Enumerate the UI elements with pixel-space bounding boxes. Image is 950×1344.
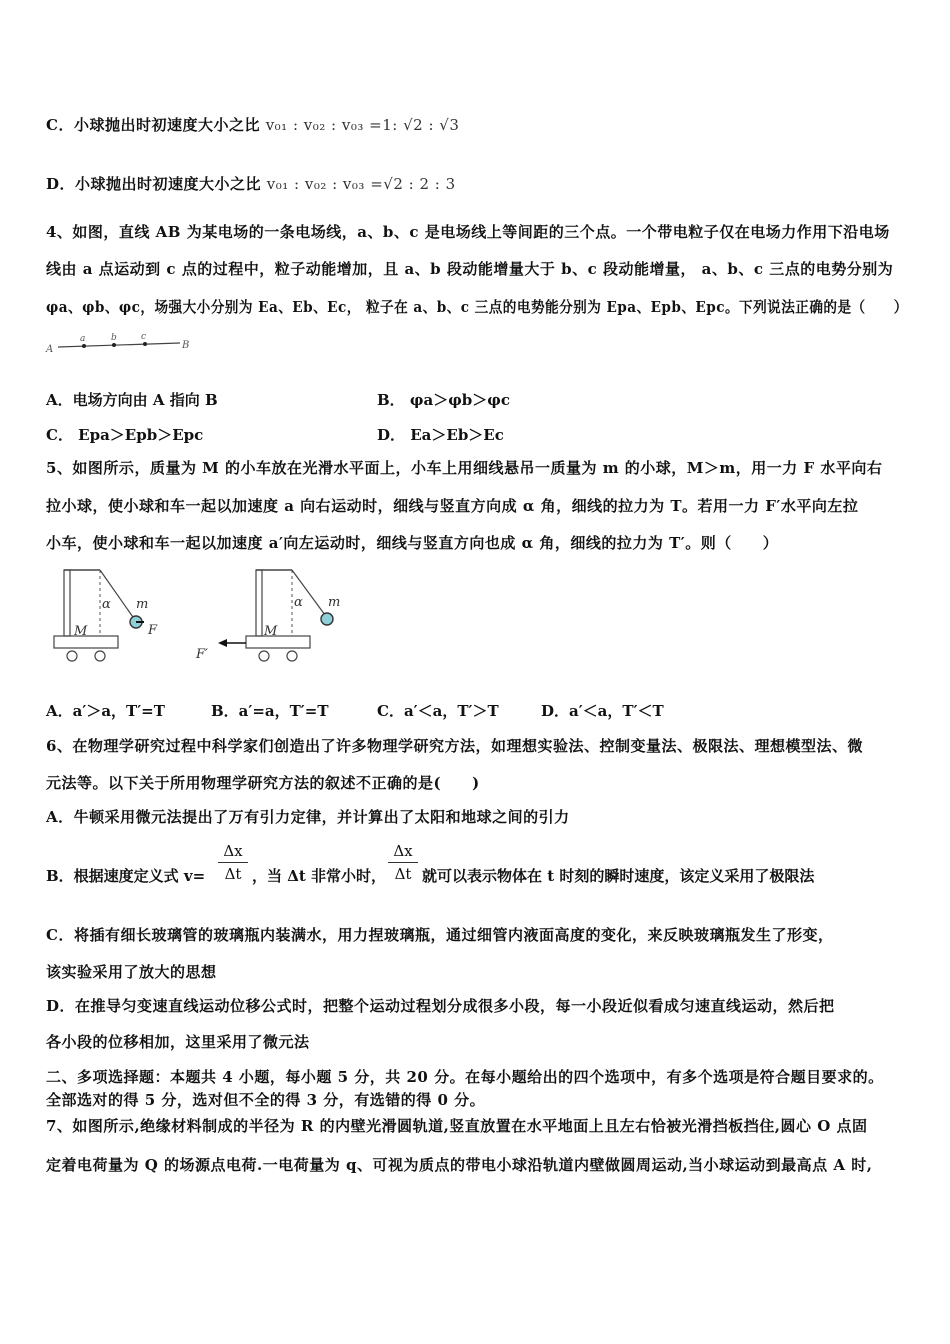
q4-field-line-figure xyxy=(44,330,204,360)
q5-fig2-M: M xyxy=(264,624,278,639)
q3-option-d-text: D．小球抛出时初速度大小之比 xyxy=(46,175,262,193)
q6-fraction-2-numerator: Δx xyxy=(388,842,418,863)
q7-stem-line1: 7、如图所示,绝缘材料制成的半径为 R 的内壁光滑圆轨道,竖直放置在水平地面上且左右恰被光滑挡板挡住,圆心 O 点固 xyxy=(46,1117,868,1135)
q5-fig2-m: m xyxy=(328,595,341,610)
q3-option-d-formula: v₀₁ : v₀₂ : v₀₃ =√2 : 2 : 3 xyxy=(266,175,456,193)
q4-label-a: a xyxy=(80,334,86,344)
q6-option-c-line1: C．将插有细长玻璃管的玻璃瓶内装满水，用力捏玻璃瓶，通过细管内液面高度的变化，来反映玻璃瓶发生了形变， xyxy=(46,926,834,944)
section2-heading-line2: 全部选对的得 5 分，选对但不全的得 3 分，有选错的得 0 分。 xyxy=(46,1091,486,1109)
q3-option-c-text: C．小球抛出时初速度大小之比 xyxy=(46,116,260,134)
q5-option-b: B．a′=a，T′=T xyxy=(211,702,329,720)
q5-stem-line3: 小车，使小球和车一起以加速度 a′向左运动时，细线与竖直方向也成 α 角，细线的拉力为 T′。则（ ） xyxy=(46,534,779,552)
q5-fig1-m: m xyxy=(136,597,149,612)
q6-fraction-2 xyxy=(388,842,418,883)
q6-fraction-1-denominator: Δt xyxy=(224,865,242,883)
q6-option-c-line2: 该实验采用了放大的思想 xyxy=(46,963,217,981)
q4-stem-line3: φa、φb、φc，场强大小分别为 Ea、Eb、Ec， 粒子在 a、b、c 三点的电势能分别为 Epa、Epb、Epc。下列说法正确的是（ ） xyxy=(46,298,908,316)
q4-label-B: B xyxy=(182,340,190,351)
q5-fig1-M: M xyxy=(74,624,88,639)
q3-option-c xyxy=(46,114,459,135)
q6-option-b-part3: 就可以表示物体在 t 时刻的瞬时速度，该定义采用了极限法 xyxy=(422,867,815,885)
q6-fraction-1 xyxy=(218,842,248,883)
q6-stem-line2: 元法等。以下关于所用物理学研究方法的叙述不正确的是( ) xyxy=(46,774,480,792)
q4-label-c: c xyxy=(141,332,147,342)
q5-fig2-F: F′ xyxy=(196,647,208,662)
q6-fraction-1-numerator: Δx xyxy=(218,842,248,863)
q6-option-b-part2: ，当 Δt 非常小时， xyxy=(252,867,387,885)
q4-label-b: b xyxy=(111,333,117,343)
q3-option-d xyxy=(46,173,456,194)
q5-option-d: D．a′＜a，T′＜T xyxy=(541,702,664,720)
q5-fig1-F: F xyxy=(148,623,158,638)
q4-option-c: C． Epa＞Epb＞Epc xyxy=(46,426,204,444)
q5-option-a: A．a′＞a，T′=T xyxy=(46,702,165,720)
q5-fig2-alpha: α xyxy=(294,595,303,610)
q7-stem-line2: 定着电荷量为 Q 的场源点电荷.一电荷量为 q、可视为质点的带电小球沿轨道内壁做圆周运动,当小球运动到最高点 A 时, xyxy=(46,1156,873,1174)
q3-option-c-formula: v₀₁ : v₀₂ : v₀₃ =1: √2 : √3 xyxy=(265,116,460,134)
q5-figure-1-cart-right xyxy=(50,566,180,670)
q6-option-d-line1: D．在推导匀变速直线运动位移公式时，把整个运动过程划分成很多小段，每一小段近似看成匀速直线运动，然后把 xyxy=(46,997,835,1015)
q4-label-A: A xyxy=(46,344,54,355)
q6-fraction-2-denominator: Δt xyxy=(394,865,412,883)
q5-stem-line2: 拉小球，使小球和车一起以加速度 a 向右运动时，细线与竖直方向成 α 角，细线的拉力为 T。若用一力 F′水平向左拉 xyxy=(46,497,859,515)
q6-option-d-line2: 各小段的位移相加，这里采用了微元法 xyxy=(46,1033,310,1051)
q5-figure-2-cart-left xyxy=(192,566,352,670)
q5-option-c: C．a′＜a，T′＞T xyxy=(377,702,499,720)
q6-option-b-part1: B．根据速度定义式 v= xyxy=(46,867,206,885)
q5-fig1-alpha: α xyxy=(102,597,111,612)
q6-option-a: A．牛顿采用微元法提出了万有引力定律，并计算出了太阳和地球之间的引力 xyxy=(46,808,570,826)
q5-stem-line1: 5、如图所示，质量为 M 的小车放在光滑水平面上，小车上用细线悬吊一质量为 m 的小球，M＞m，用一力 F 水平向右 xyxy=(46,459,883,477)
q4-option-a: A．电场方向由 A 指向 B xyxy=(46,391,218,409)
section2-heading-line1: 二、多项选择题：本题共 4 小题，每小题 5 分，共 20 分。在每小题给出的四个选项中，有多个选项是符合题目要求的。 xyxy=(46,1068,884,1086)
q4-option-b: B． φa＞φb＞φc xyxy=(377,391,510,409)
q6-stem-line1: 6、在物理学研究过程中科学家们创造出了许多物理学研究方法，如理想实验法、控制变量法、极限法、理想模型法、微 xyxy=(46,737,863,755)
q4-stem-line2: 线由 a 点运动到 c 点的过程中，粒子动能增加，且 a、b 段动能增量大于 b、c 段动能增量， a、b、c 三点的电势分别为 xyxy=(46,260,894,278)
q4-option-d: D． Ea＞Eb＞Ec xyxy=(377,426,504,444)
q4-stem-line1: 4、如图，直线 AB 为某电场的一条电场线，a、b、c 是电场线上等间距的三个点。一个带电粒子仅在电场力作用下沿电场 xyxy=(46,223,890,241)
